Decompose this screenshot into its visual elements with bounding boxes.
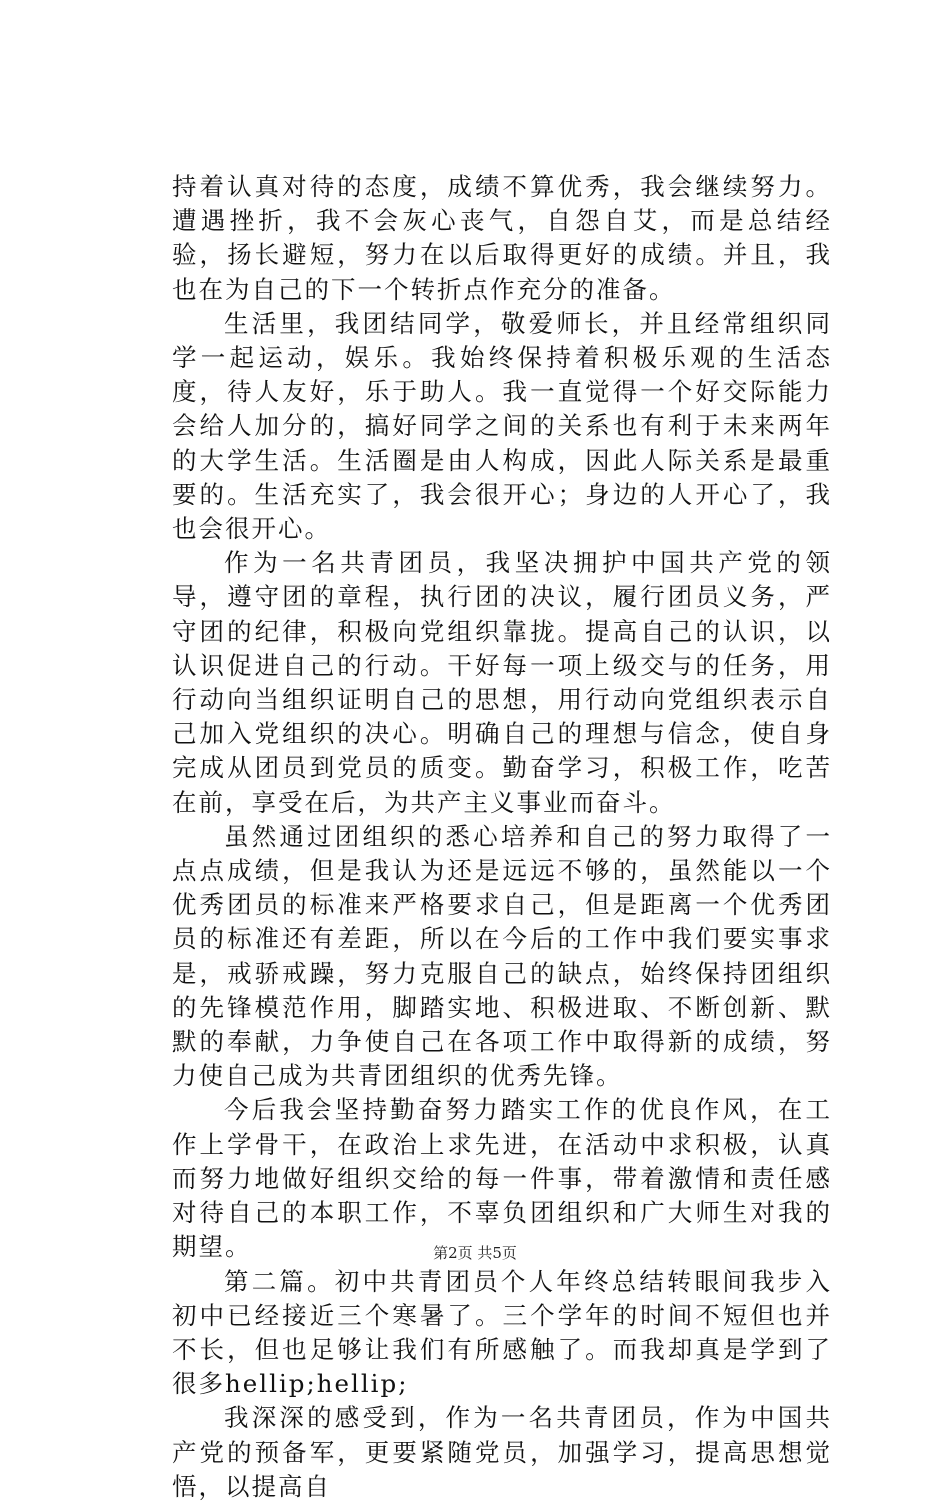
- paragraph-6: 第二篇。初中共青团员个人年终总结转眼间我步入初中已经接近三个寒暑了。三个学年的时间不短但也并不长，但也足够让我们有所感触了。而我却真是学到了很多hellip;hellip;: [172, 1266, 832, 1399]
- document-body: [172, 170, 832, 1504]
- paragraph-7: 我深深的感受到，作为一名共青团员，作为中国共产党的预备军，更要紧随党员，加强学习，提高思想觉悟，以提高自: [172, 1403, 832, 1501]
- paragraph-2: 生活里，我团结同学，敬爱师长，并且经常组织同学一起运动，娱乐。我始终保持着积极乐观的生活态度，待人友好，乐于助人。我一直觉得一个好交际能力会给人加分的，搞好同学之间的关系也有利于未来两年的大学生活。生活圈是由人构成，因此人际关系是最重要的。生活充实了，我会很开心；身边的人开心了，我也会很开心。: [172, 308, 832, 544]
- paragraph-4: 虽然通过团组织的悉心培养和自己的努力取得了一点点成绩，但是我认为还是远远不够的，虽然能以一个优秀团员的标准来严格要求自己，但是距离一个优秀团员的标准还有差距，所以在今后的工作中我们要实事求是，戒骄戒躁，努力克服自己的缺点，始终保持团组织的先锋模范作用，脚踏实地、积极进取、不断创新、默默的奉献，力争使自己在各项工作中取得新的成绩，努力使自己成为共青团组织的优秀先锋。: [172, 821, 832, 1091]
- page-number-footer: 第2页 共5页: [433, 1244, 517, 1262]
- paragraph-1: 持着认真对待的态度，成绩不算优秀，我会继续努力。遭遇挫折，我不会灰心丧气，自怨自艾，而是总结经验，扬长避短，努力在以后取得更好的成绩。并且，我也在为自己的下一个转折点作充分的准备。: [172, 172, 832, 304]
- paragraph-3: 作为一名共青团员，我坚决拥护中国共产党的领导，遵守团的章程，执行团的决议，履行团员义务，严守团的纪律，积极向党组织靠拢。提高自己的认识，以认识促进自己的行动。干好每一项上级交与的任务，用行动向当组织证明自己的思想，用行动向党组织表示自己加入党组织的决心。明确自己的理想与信念，使自身完成从团员到党员的质变。勤奋学习，积极工作，吃苦在前，享受在后，为共产主义事业而奋斗。: [172, 548, 832, 817]
- paragraph-5: 今后我会坚持勤奋努力踏实工作的优良作风，在工作上学骨干，在政治上求先进，在活动中求积极，认真而努力地做好组织交给的每一件事，带着激情和责任感对待自己的本职工作，不辜负团组织和广大师生对我的期望。: [172, 1095, 832, 1262]
